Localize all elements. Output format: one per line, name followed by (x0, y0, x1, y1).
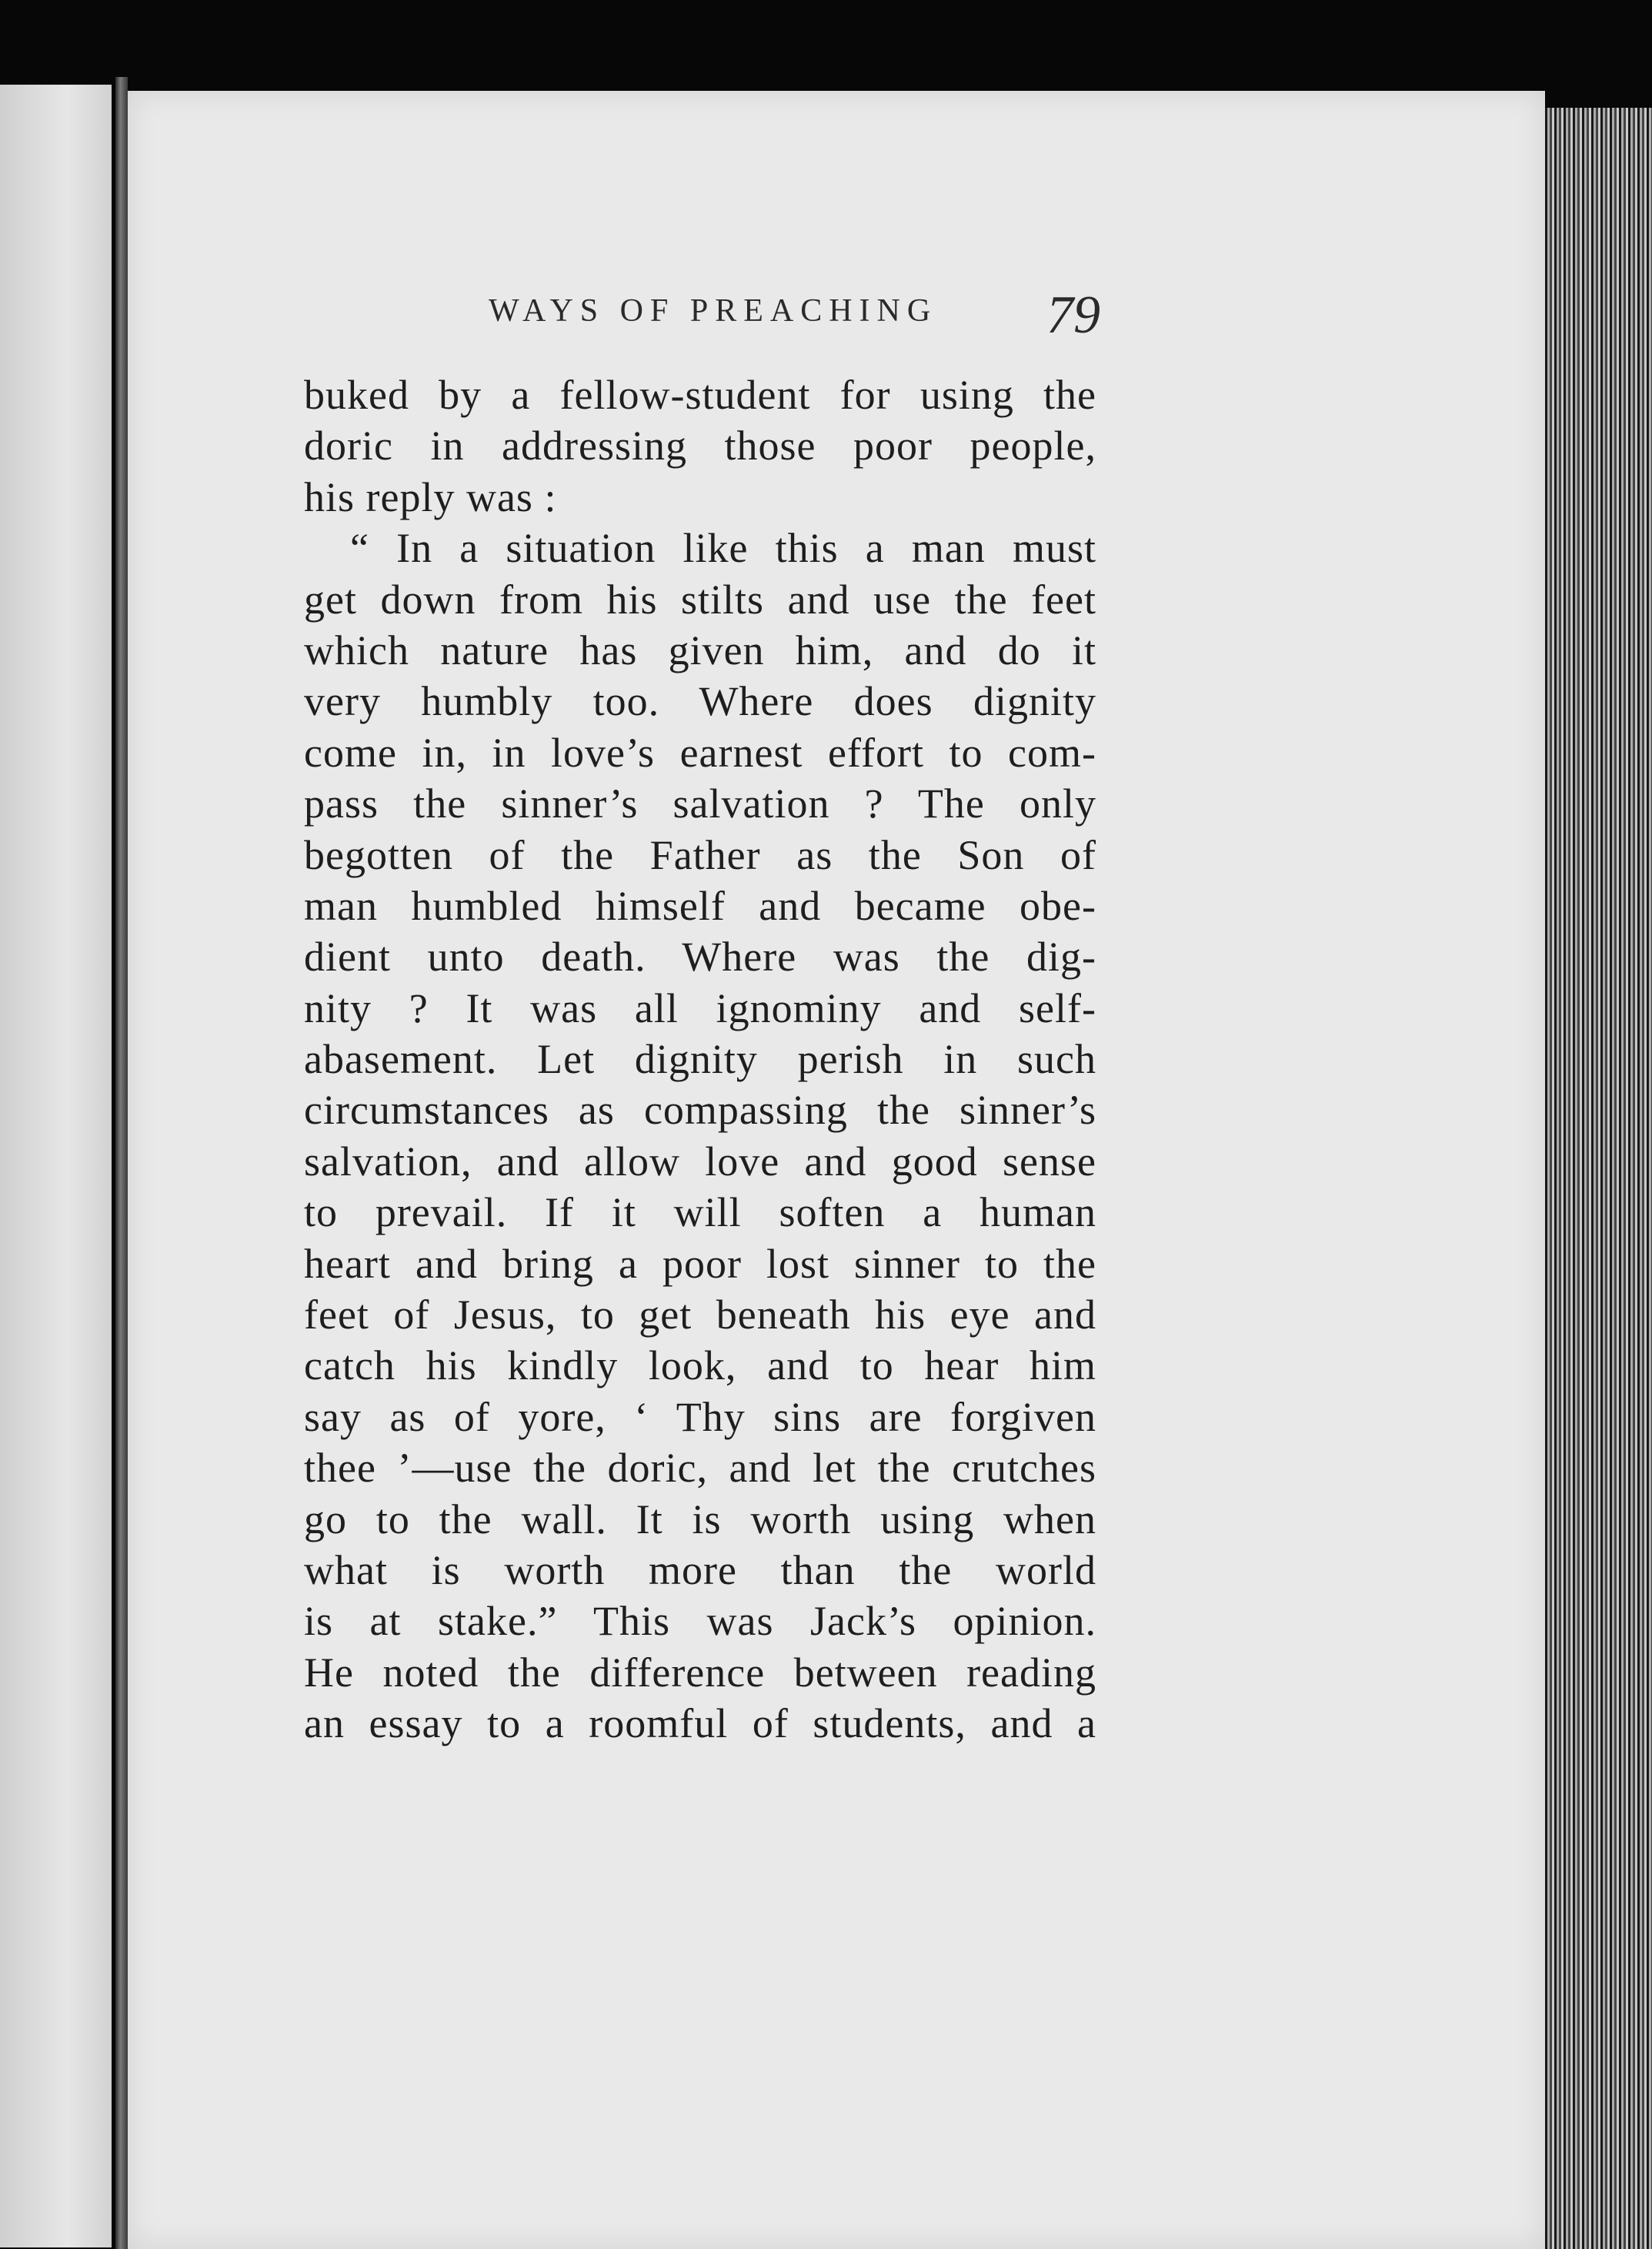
text-line: get down from his stilts and use the feet (304, 576, 1096, 623)
text-line: catch his kindly look, and to hear him (304, 1342, 1096, 1389)
book-gutter (115, 77, 128, 2249)
text-line: say as of yore, ‘ Thy sins are forgiven (304, 1393, 1096, 1440)
text-line: very humbly too. Where does dignity (304, 678, 1096, 725)
text-line: buked by a fellow-student for using the (304, 372, 1096, 418)
text-line: is at stake.” This was Jack’s opinion. (304, 1598, 1096, 1645)
running-head: WAYS OF PREACHING (489, 293, 938, 329)
body-text (304, 369, 1096, 1749)
text-line: an essay to a roomful of students, and a (304, 1700, 1096, 1747)
text-line: his reply was : (304, 473, 557, 520)
text-line: begotten of the Father as the Son of (304, 831, 1096, 878)
previous-page-edge (0, 85, 112, 2247)
text-line: circumstances as compassing the sinner’s (304, 1087, 1096, 1134)
text-line: doric in addressing those poor people, (304, 423, 1096, 470)
text-line: to prevail. If it will soften a human (304, 1189, 1096, 1236)
text-line: dient unto death. Where was the dig- (304, 934, 1096, 981)
text-line: man humbled himself and became obe- (304, 882, 1096, 929)
text-line: go to the wall. It is worth using when (304, 1495, 1096, 1542)
text-line: “ In a situation like this a man must (350, 525, 1096, 572)
text-line: He noted the difference between reading (304, 1649, 1096, 1696)
page-edges-stack (1545, 108, 1652, 2249)
text-line: pass the sinner’s salvation ? The only (304, 780, 1096, 827)
text-line: what is worth more than the world (304, 1546, 1096, 1593)
text-line: feet of Jesus, to get beneath his eye and (304, 1292, 1096, 1338)
text-line: abasement. Let dignity perish in such (304, 1036, 1096, 1083)
text-line: salvation, and allow love and good sense (304, 1138, 1096, 1185)
page-number: 79 (1046, 286, 1100, 345)
text-line: thee ’—use the doric, and let the crutches (304, 1445, 1096, 1492)
text-line: heart and bring a poor lost sinner to the (304, 1240, 1096, 1287)
text-line: nity ? It was all ignominy and self- (304, 984, 1096, 1031)
text-line: come in, in love’s earnest effort to com- (304, 729, 1096, 776)
text-line: which nature has given him, and do it (304, 627, 1096, 673)
